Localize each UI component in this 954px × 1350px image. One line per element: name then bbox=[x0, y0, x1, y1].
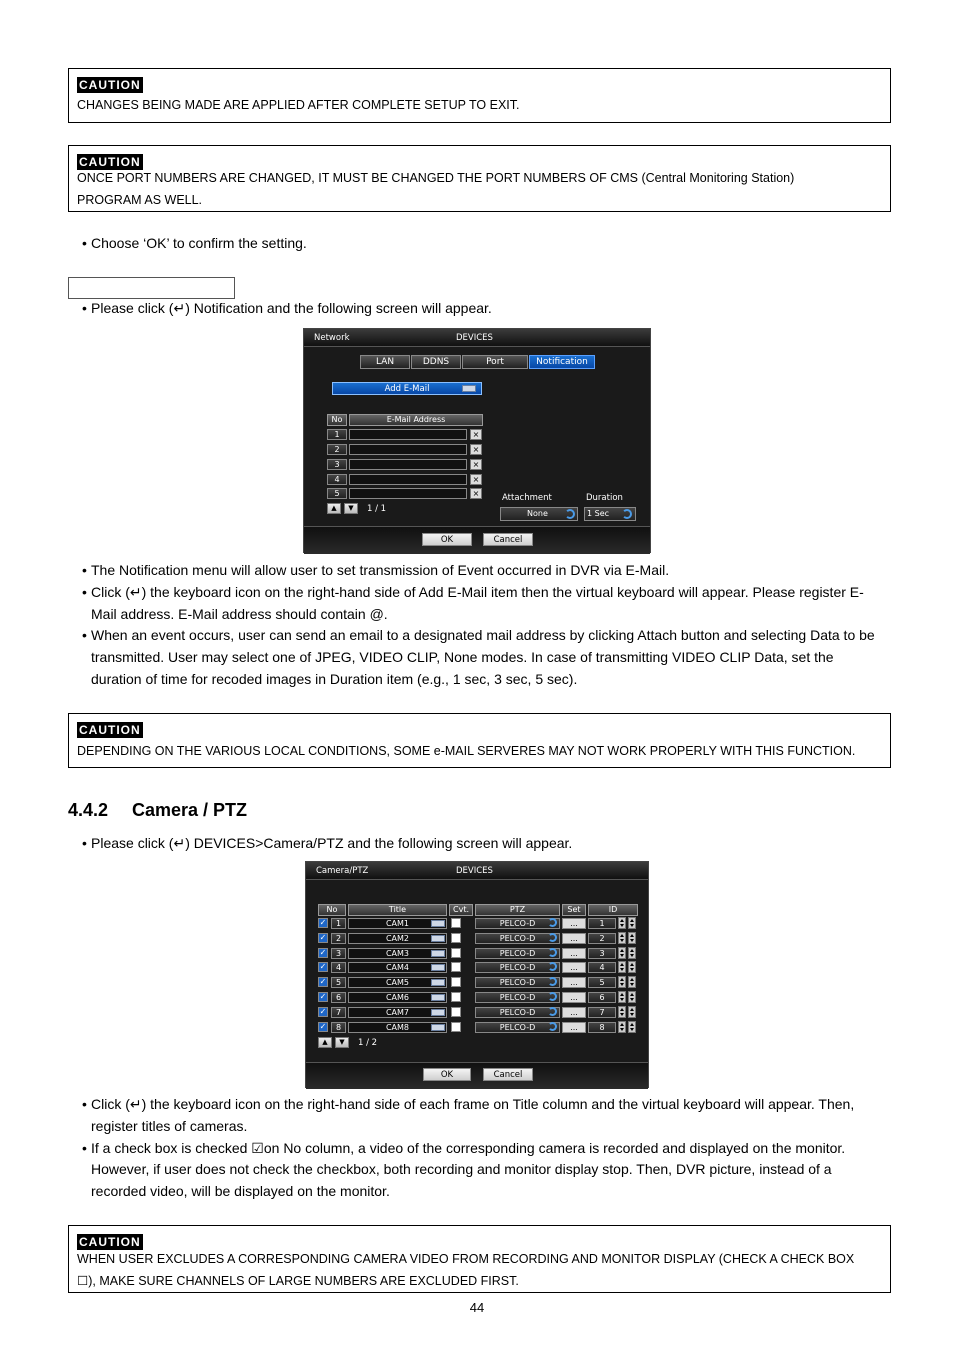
col-title-header: Title bbox=[348, 904, 447, 916]
caution-text-line2: PROGRAM AS WELL. bbox=[77, 193, 203, 207]
caution-text-line1: WHEN USER EXCLUDES A CORRESPONDING CAMERA VIDEO FROM RECORDING AND MONITOR DISPLAY (CHECK A CHECK BOX bbox=[77, 1252, 855, 1266]
camera-title-field[interactable]: CAM7 bbox=[348, 1007, 447, 1018]
section-title: Camera / PTZ bbox=[132, 800, 248, 820]
covert-checkbox[interactable] bbox=[451, 1022, 461, 1032]
section-heading bbox=[68, 800, 247, 821]
remove-email-button[interactable]: × bbox=[470, 444, 482, 455]
cancel-button[interactable]: Cancel bbox=[483, 1068, 533, 1081]
camera-title-field[interactable]: CAM4 bbox=[348, 962, 447, 973]
tab-lan[interactable]: LAN bbox=[360, 355, 410, 369]
ptz-set-button[interactable]: ... bbox=[562, 918, 586, 929]
refresh-icon[interactable] bbox=[548, 1022, 557, 1031]
id-spinner-icon[interactable] bbox=[618, 947, 626, 959]
covert-checkbox[interactable] bbox=[451, 918, 461, 928]
id-spinner-icon[interactable] bbox=[618, 932, 626, 944]
camera-bullets bbox=[82, 1094, 882, 1203]
keyboard-icon[interactable] bbox=[431, 964, 445, 971]
id-spinner-icon[interactable] bbox=[628, 1006, 636, 1018]
email-row-no: 5 bbox=[327, 488, 347, 499]
id-spinner-icon[interactable] bbox=[618, 1006, 626, 1018]
camera-no: 4 bbox=[331, 962, 346, 973]
camera-title-field[interactable]: CAM1 bbox=[348, 918, 447, 929]
refresh-icon[interactable] bbox=[548, 918, 557, 927]
caution-label: CAUTION bbox=[79, 1235, 141, 1249]
remove-email-button[interactable]: × bbox=[470, 474, 482, 485]
remove-email-button[interactable]: × bbox=[470, 488, 482, 499]
tab-notification[interactable]: Notification bbox=[529, 355, 595, 369]
duration-value: 1 Sec bbox=[587, 509, 610, 518]
col-email-header: E-Mail Address bbox=[349, 414, 483, 426]
email-field[interactable] bbox=[349, 444, 467, 455]
remove-email-button[interactable]: × bbox=[470, 429, 482, 440]
keyboard-icon[interactable] bbox=[431, 979, 445, 986]
id-spinner-icon[interactable] bbox=[628, 961, 636, 973]
refresh-icon[interactable] bbox=[548, 948, 557, 957]
list-item: • The Notification menu will allow user to set transmission of Event occurred in DVR via E-Mail. bbox=[82, 562, 670, 578]
list-item: • When an event occurs, user can send an email to a designated mail address by clicking Attach button and selecting Data to be transmitted. User may select one of JPEG, VIDEO CLIP, None modes. In case of transmitting VIDEO CLIP Data, set the duration of time for recoded images in Duration item (e.g., 1 sec, 3 sec, 5 sec). bbox=[82, 627, 875, 687]
screen-title: DEVICES bbox=[456, 866, 493, 876]
keyboard-icon[interactable] bbox=[462, 385, 476, 392]
ptz-select[interactable]: PELCO-D bbox=[475, 962, 560, 973]
page-down-icon[interactable]: ▼ bbox=[335, 1037, 349, 1048]
cancel-button[interactable]: Cancel bbox=[483, 533, 533, 546]
refresh-icon[interactable] bbox=[622, 509, 632, 519]
email-row-no: 1 bbox=[327, 429, 347, 440]
id-spinner-icon[interactable] bbox=[618, 991, 626, 1003]
ptz-id-field[interactable]: 8 bbox=[588, 1022, 616, 1033]
ptz-select[interactable]: PELCO-D bbox=[475, 1022, 560, 1033]
record-checkbox[interactable]: ✓ bbox=[319, 932, 327, 942]
caution-label: CAUTION bbox=[79, 723, 141, 737]
menu-name: Camera/PTZ bbox=[316, 866, 369, 876]
section-number: 4.4.2 bbox=[68, 800, 109, 820]
notification-screen bbox=[303, 328, 651, 553]
ptz-set-button[interactable]: ... bbox=[562, 933, 586, 944]
refresh-icon[interactable] bbox=[548, 992, 557, 1001]
ptz-select[interactable]: PELCO-D bbox=[475, 977, 560, 988]
covert-checkbox[interactable] bbox=[451, 992, 461, 1002]
ptz-id-field[interactable]: 4 bbox=[588, 962, 616, 973]
ok-button[interactable]: OK bbox=[422, 533, 472, 546]
notification-bullets bbox=[82, 560, 882, 691]
ptz-set-button[interactable]: ... bbox=[562, 1007, 586, 1018]
email-field[interactable] bbox=[349, 474, 467, 485]
caution-text: CHANGES BEING MADE ARE APPLIED AFTER COMPLETE SETUP TO EXIT. bbox=[77, 98, 520, 112]
camera-title-field[interactable]: CAM2 bbox=[348, 933, 447, 944]
id-spinner-icon[interactable] bbox=[628, 917, 636, 929]
email-field[interactable] bbox=[349, 429, 467, 440]
record-checkbox[interactable]: ✓ bbox=[319, 977, 327, 987]
add-email-button[interactable] bbox=[332, 382, 482, 395]
ptz-select[interactable]: PELCO-D bbox=[475, 992, 560, 1003]
ptz-set-button[interactable]: ... bbox=[562, 992, 586, 1003]
caution-label: CAUTION bbox=[79, 155, 141, 169]
email-row-no: 4 bbox=[327, 474, 347, 485]
camera-title-field[interactable]: CAM5 bbox=[348, 977, 447, 988]
page-up-icon[interactable]: ▲ bbox=[318, 1037, 332, 1048]
ok-button[interactable]: OK bbox=[423, 1068, 471, 1081]
col-no-header: No bbox=[327, 414, 347, 426]
remove-email-button[interactable]: × bbox=[470, 459, 482, 470]
screen-bottom-bar bbox=[306, 1062, 648, 1089]
keyboard-icon[interactable] bbox=[431, 994, 445, 1001]
camera-ptz-screen bbox=[305, 861, 649, 1088]
ptz-set-button[interactable]: ... bbox=[562, 948, 586, 959]
ptz-select[interactable]: PELCO-D bbox=[475, 933, 560, 944]
camera-no: 5 bbox=[331, 977, 346, 988]
camera-title-field[interactable]: CAM6 bbox=[348, 992, 447, 1003]
page-down-icon[interactable]: ▼ bbox=[344, 503, 358, 514]
caution-box-1 bbox=[68, 68, 891, 123]
bullet-notification-click: • Please click (↵) Notification and the following screen will appear. bbox=[82, 300, 492, 316]
id-spinner-icon[interactable] bbox=[618, 1021, 626, 1033]
camera-no: 2 bbox=[331, 933, 346, 944]
id-spinner-icon[interactable] bbox=[618, 917, 626, 929]
id-spinner-icon[interactable] bbox=[628, 1021, 636, 1033]
record-checkbox[interactable]: ✓ bbox=[319, 918, 327, 927]
covert-checkbox[interactable] bbox=[451, 977, 461, 987]
camera-title-field[interactable]: CAM3 bbox=[348, 948, 447, 959]
ptz-set-button[interactable]: ... bbox=[562, 962, 586, 973]
keyboard-icon[interactable] bbox=[431, 920, 445, 927]
col-id-header: ID bbox=[588, 904, 638, 916]
caution-box-3 bbox=[68, 713, 891, 768]
camera-no: 6 bbox=[331, 992, 346, 1003]
list-item: • Click (↵) the keyboard icon on the right-hand side of Add E-Mail item then the virtual keyboard will appear. Please register E-Mail address. E-Mail address should contain @. bbox=[82, 583, 864, 622]
refresh-icon[interactable] bbox=[548, 933, 557, 942]
screen-bottom-bar bbox=[304, 526, 650, 554]
ptz-id-field[interactable]: 3 bbox=[588, 948, 616, 959]
keyboard-icon[interactable] bbox=[431, 950, 445, 957]
record-checkbox[interactable]: ✓ bbox=[319, 1006, 327, 1016]
record-checkbox[interactable]: ✓ bbox=[319, 992, 327, 1001]
id-spinner-icon[interactable] bbox=[628, 947, 636, 959]
record-checkbox[interactable]: ✓ bbox=[319, 947, 327, 957]
screen-title: DEVICES bbox=[456, 333, 493, 343]
covert-checkbox[interactable] bbox=[451, 1007, 461, 1017]
refresh-icon[interactable] bbox=[565, 509, 575, 519]
keyboard-icon[interactable] bbox=[431, 1009, 445, 1016]
camera-title-field[interactable]: CAM8 bbox=[348, 1022, 447, 1033]
ptz-set-button[interactable]: ... bbox=[562, 1022, 586, 1033]
blank-label-box bbox=[68, 277, 235, 299]
page-indicator: 1 / 1 bbox=[367, 504, 387, 514]
col-no-header: No bbox=[318, 904, 346, 916]
covert-checkbox[interactable] bbox=[451, 948, 461, 958]
add-email-label: Add E-Mail bbox=[384, 384, 430, 394]
ptz-select[interactable]: PELCO-D bbox=[475, 918, 560, 929]
list-item: • Click (↵) the keyboard icon on the right-hand side of each frame on Title column and the virtual keyboard will appear. Then, register titles of cameras. bbox=[82, 1096, 855, 1134]
id-spinner-icon[interactable] bbox=[618, 961, 626, 973]
keyboard-icon[interactable] bbox=[431, 935, 445, 942]
page-up-icon[interactable]: ▲ bbox=[327, 503, 341, 514]
email-field[interactable] bbox=[349, 459, 467, 470]
ptz-select[interactable]: PELCO-D bbox=[475, 1007, 560, 1018]
caution-box-2 bbox=[68, 145, 891, 212]
ptz-select[interactable]: PELCO-D bbox=[475, 948, 560, 959]
page-indicator: 1 / 2 bbox=[358, 1038, 378, 1048]
camera-no: 8 bbox=[331, 1022, 346, 1033]
ptz-id-field[interactable]: 7 bbox=[588, 1007, 616, 1018]
bullet-camera-click: • Please click (↵) DEVICES>Camera/PTZ and the following screen will appear. bbox=[82, 835, 573, 851]
ptz-id-field[interactable]: 6 bbox=[588, 992, 616, 1003]
ptz-set-button[interactable]: ... bbox=[562, 977, 586, 988]
caution-text-line2: ☐), MAKE SURE CHANNELS OF LARGE NUMBERS ARE EXCLUDED FIRST. bbox=[77, 1274, 519, 1288]
tab-ddns[interactable]: DDNS bbox=[411, 355, 461, 369]
refresh-icon[interactable] bbox=[548, 1007, 557, 1016]
bullet-ok: • Choose ‘OK’ to confirm the setting. bbox=[82, 235, 307, 251]
ptz-id-field[interactable]: 2 bbox=[588, 933, 616, 944]
ptz-id-field[interactable]: 1 bbox=[588, 918, 616, 929]
col-ptz-header: PTZ bbox=[475, 904, 560, 916]
camera-no: 1 bbox=[331, 918, 346, 929]
attachment-label: Attachment bbox=[502, 493, 552, 503]
camera-no: 7 bbox=[331, 1007, 346, 1018]
caution-text: DEPENDING ON THE VARIOUS LOCAL CONDITIONS, SOME e-MAIL SERVERES MAY NOT WORK PROPERLY WITH THIS FUNCTION. bbox=[77, 744, 856, 758]
id-spinner-icon[interactable] bbox=[618, 976, 626, 988]
record-checkbox[interactable]: ✓ bbox=[319, 1021, 327, 1031]
caution-box-4 bbox=[68, 1225, 891, 1293]
screen-title-bar bbox=[306, 862, 648, 880]
email-row-no: 2 bbox=[327, 444, 347, 455]
covert-checkbox[interactable] bbox=[451, 933, 461, 943]
ptz-id-field[interactable]: 5 bbox=[588, 977, 616, 988]
page-number: 44 bbox=[469, 1300, 485, 1315]
email-field[interactable] bbox=[349, 488, 467, 499]
id-spinner-icon[interactable] bbox=[628, 991, 636, 1003]
menu-name: Network bbox=[314, 333, 350, 343]
tab-port[interactable]: Port bbox=[462, 355, 528, 369]
id-spinner-icon[interactable] bbox=[628, 932, 636, 944]
record-checkbox[interactable]: ✓ bbox=[319, 962, 327, 972]
attachment-value: None bbox=[527, 509, 548, 518]
duration-label: Duration bbox=[586, 493, 623, 503]
col-set-header: Set bbox=[562, 904, 586, 916]
list-item: • If a check box is checked ☑on No column, a video of the corresponding camera is recorded and displayed on the monitor. However, if user does not check the checkbox, both recording and monitor display stop. Then, DVR picture, instead of a recorded video, will be displayed on the monitor. bbox=[82, 1139, 846, 1200]
keyboard-icon[interactable] bbox=[431, 1024, 445, 1031]
camera-no: 3 bbox=[331, 948, 346, 959]
caution-label: CAUTION bbox=[79, 78, 141, 92]
col-cvt-header: Cvt. bbox=[449, 904, 473, 916]
id-spinner-icon[interactable] bbox=[628, 976, 636, 988]
caution-text-line1: ONCE PORT NUMBERS ARE CHANGED, IT MUST BE CHANGED THE PORT NUMBERS OF CMS (Central Monitoring Station) bbox=[77, 171, 795, 185]
covert-checkbox[interactable] bbox=[451, 962, 461, 972]
screen-title-bar bbox=[304, 329, 650, 347]
email-row-no: 3 bbox=[327, 459, 347, 470]
